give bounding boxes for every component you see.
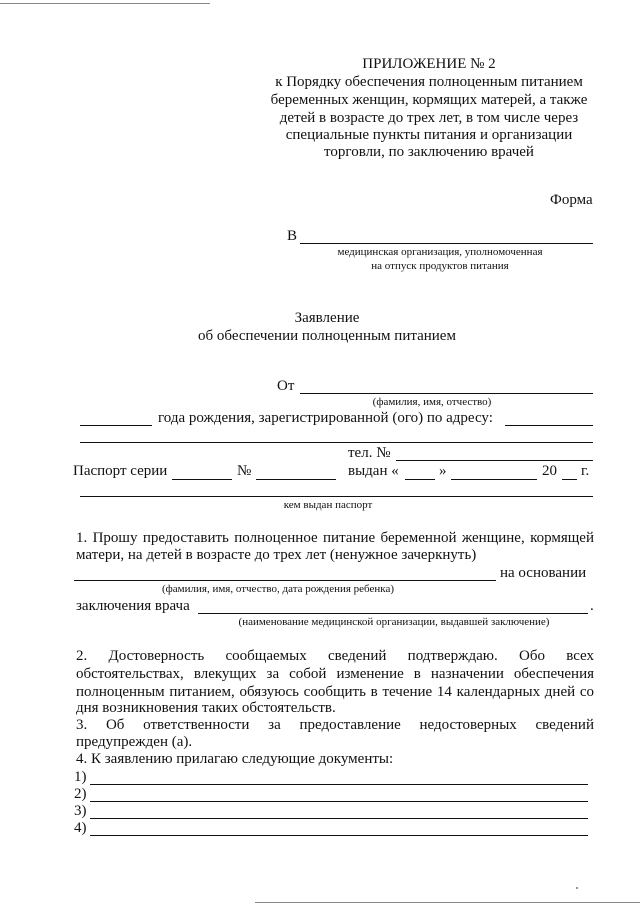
section2-line-2: обстоятельствах, влекущих за собой изменение в назначении обеспечения [76,666,594,682]
phone-label: тел. № [348,445,391,461]
recipient-prefix: В [287,228,298,244]
section3-line-1: 3. Об ответственности за предоставление недостоверных сведений [76,717,594,733]
child-info-field[interactable] [74,580,496,581]
scan-edge-top [0,3,210,4]
passport-number-field[interactable] [256,479,336,480]
recipient-caption-1: медицинская организация, уполномоченная [337,246,543,258]
form-label: Форма [550,192,593,208]
issued-day-field[interactable] [405,479,435,480]
attachment-field-2[interactable] [90,801,588,802]
issued-by-caption: кем выдан паспорт [283,499,373,511]
attachment-label-2: 2) [74,786,87,802]
attachment-label-4: 4) [74,820,87,836]
section2-line-3: полноценным питанием, обязуюсь сообщить в течение 14 календарных дней со [76,684,594,700]
passport-series-field[interactable] [172,479,232,480]
org-caption: (наименование медицинской организации, выдавшей заключение) [238,616,550,628]
section2-line-1: 2. Достоверность сообщаемых сведений подтверждаю. Обо всех [76,648,594,664]
document-subtitle: об обеспечении полноценным питанием [198,328,456,344]
birth-year-field[interactable] [80,425,152,426]
appendix-line-5: торговли, по заключению врачей [324,144,534,160]
scan-speck [576,887,578,889]
attachment-field-1[interactable] [90,784,588,785]
document-title: Заявление [294,310,360,326]
section1-line-2: матери, на детей в возрасте до трех лет (ненужное зачеркнуть) [76,547,477,563]
passport-number-label: № [237,463,252,479]
issued-month-field[interactable] [451,479,537,480]
section2-line-4: дня возникновения таких обстоятельств. [76,700,336,716]
from-label: От [277,378,295,394]
address-field-2[interactable] [80,442,593,443]
applicant-name-field[interactable] [300,393,593,394]
appendix-line-4: специальные пункты питания и организации [285,127,573,143]
attachment-label-1: 1) [74,769,87,785]
issued-year-field[interactable] [562,479,577,480]
scan-edge-bottom [255,902,640,903]
attachment-field-3[interactable] [90,818,588,819]
issued-year-prefix: 20 [542,463,557,479]
birth-address-label: года рождения, зарегистрированной (ого) по адресу: [158,410,493,426]
appendix-line-3: детей в возрасте до трех лет, в том числе через [279,110,579,126]
issued-label: выдан « [348,463,399,479]
applicant-name-caption: (фамилия, имя, отчество) [372,396,492,408]
passport-series-label: Паспорт серии [73,463,168,479]
conclusion-period: . [590,598,594,614]
recipient-caption-2: на отпуск продуктов питания [371,260,509,272]
issued-by-field[interactable] [80,496,593,497]
phone-field[interactable] [396,460,593,461]
conclusion-org-field[interactable] [198,613,588,614]
recipient-field[interactable] [300,243,593,244]
attachment-field-4[interactable] [90,835,588,836]
issued-year-suffix: г. [581,463,590,479]
appendix-line-1: к Порядку обеспечения полноценным питанием [275,74,583,90]
section3-line-2: предупрежден (а). [76,734,193,750]
appendix-line-2: беременных женщин, кормящих матерей, а также [270,92,588,108]
conclusion-label: заключения врача [76,598,190,614]
attachment-label-3: 3) [74,803,87,819]
child-caption: (фамилия, имя, отчество, дата рождения ребенка) [161,583,395,595]
address-field-1[interactable] [505,425,593,426]
appendix-title: ПРИЛОЖЕНИЕ № 2 [362,56,496,72]
basis-label: на основании [500,565,587,581]
section1-line-1: 1. Прошу предоставить полноценное питание беременной женщине, кормящей [76,530,594,546]
section4-title: 4. К заявлению прилагаю следующие документы: [76,751,394,767]
issued-quote-close: » [439,463,447,479]
